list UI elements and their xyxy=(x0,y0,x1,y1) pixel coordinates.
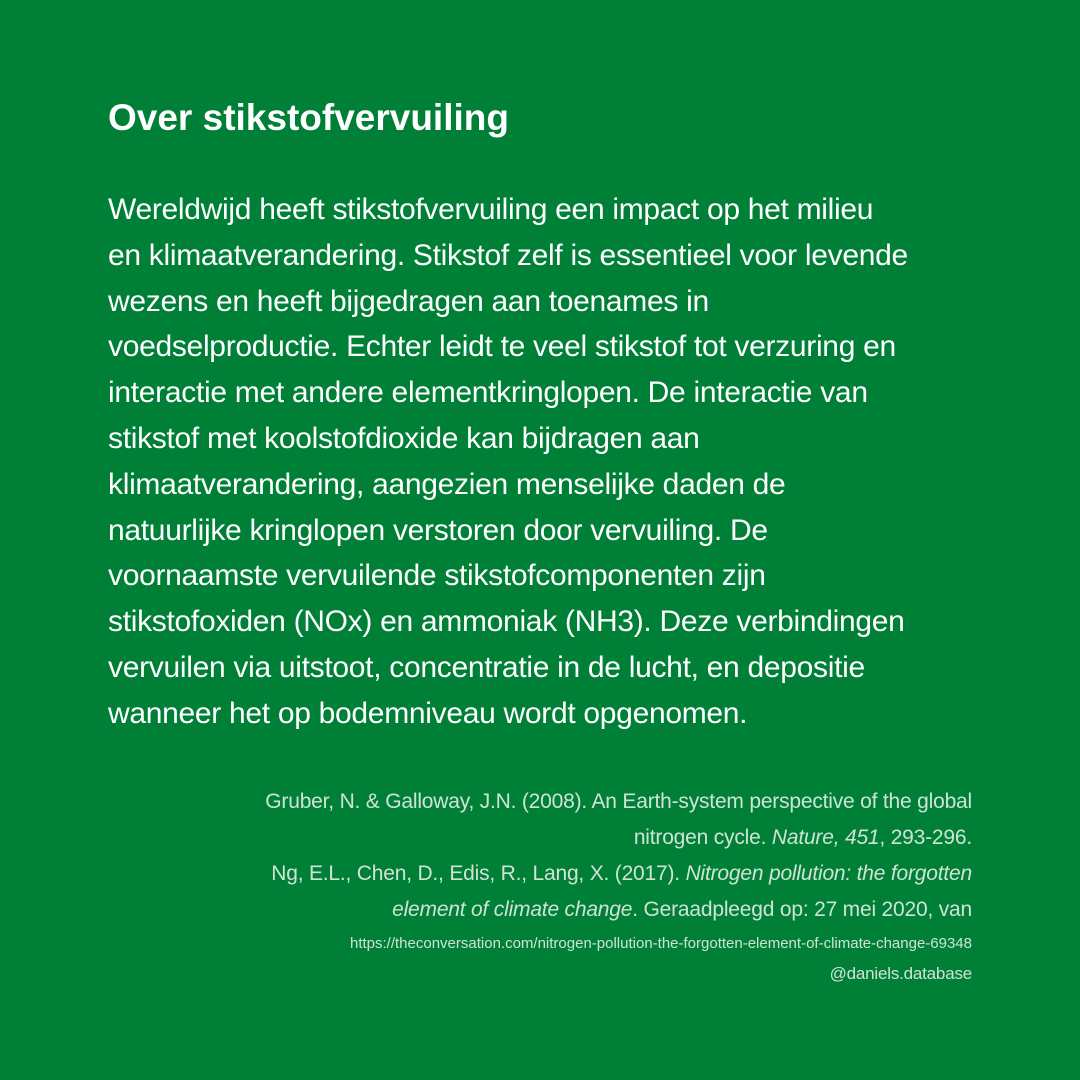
body-line: natuurlijke kringlopen verstoren door vervuiling. De xyxy=(108,513,768,547)
body-line: wezens en heeft bijgedragen aan toenames in xyxy=(108,284,709,318)
body-line: stikstofoxiden (NOx) en ammoniak (NH3). Deze verbindingen xyxy=(108,605,905,639)
reference-1-line-1: Gruber, N. & Galloway, J.N. (2008). An Earth-system perspective of the global xyxy=(265,790,972,813)
body-line: klimaatverandering, aangezien menselijke daden de xyxy=(108,467,786,501)
reference-2-title: Nitrogen pollution: the forgotten xyxy=(685,862,972,885)
reference-1-line-2 xyxy=(92,820,972,856)
body-line: Wereldwijd heeft stikstofvervuiling een impact op het milieu xyxy=(108,193,874,226)
post-title: Over stikstofvervuiling xyxy=(108,97,509,138)
body-line: voedselproductie. Echter leidt te veel stikstof tot verzuring en xyxy=(108,330,896,364)
reference-1-pages: , 293-296. xyxy=(879,826,972,849)
reference-1-journal: Nature, 451 xyxy=(771,826,880,849)
body-line: en klimaatverandering. Stikstof zelf is essentieel voor levende xyxy=(108,238,908,272)
references xyxy=(92,784,972,989)
reference-1-text: nitrogen cycle. xyxy=(633,826,772,849)
reference-2-accessed: . Geraadpleegd op: 27 mei 2020, van xyxy=(632,898,972,921)
reference-2-title-cont: element of climate change xyxy=(392,898,633,921)
reference-2-url: https://theconversation.com/nitrogen-pollution-the-forgotten-element-of-climate-change-69348 xyxy=(349,935,972,952)
reference-2-line-2 xyxy=(92,892,972,928)
body-line: stikstof met koolstofdioxide kan bijdragen aan xyxy=(108,421,700,455)
body-line: vervuilen via uitstoot, concentratie in de lucht, en depositie xyxy=(108,650,865,684)
body-line: voornaamste vervuilende stikstofcomponenten zijn xyxy=(108,559,766,593)
body-paragraph xyxy=(108,187,978,737)
author-handle: @daniels.database xyxy=(829,964,972,983)
body-line: wanneer het op bodemniveau wordt opgenomen. xyxy=(108,696,748,730)
reference-2-line-1 xyxy=(92,856,972,892)
body-line: interactie met andere elementkringlopen. De interactie van xyxy=(108,376,868,410)
reference-2-authors: Ng, E.L., Chen, D., Edis, R., Lang, X. (2017). xyxy=(271,862,686,885)
